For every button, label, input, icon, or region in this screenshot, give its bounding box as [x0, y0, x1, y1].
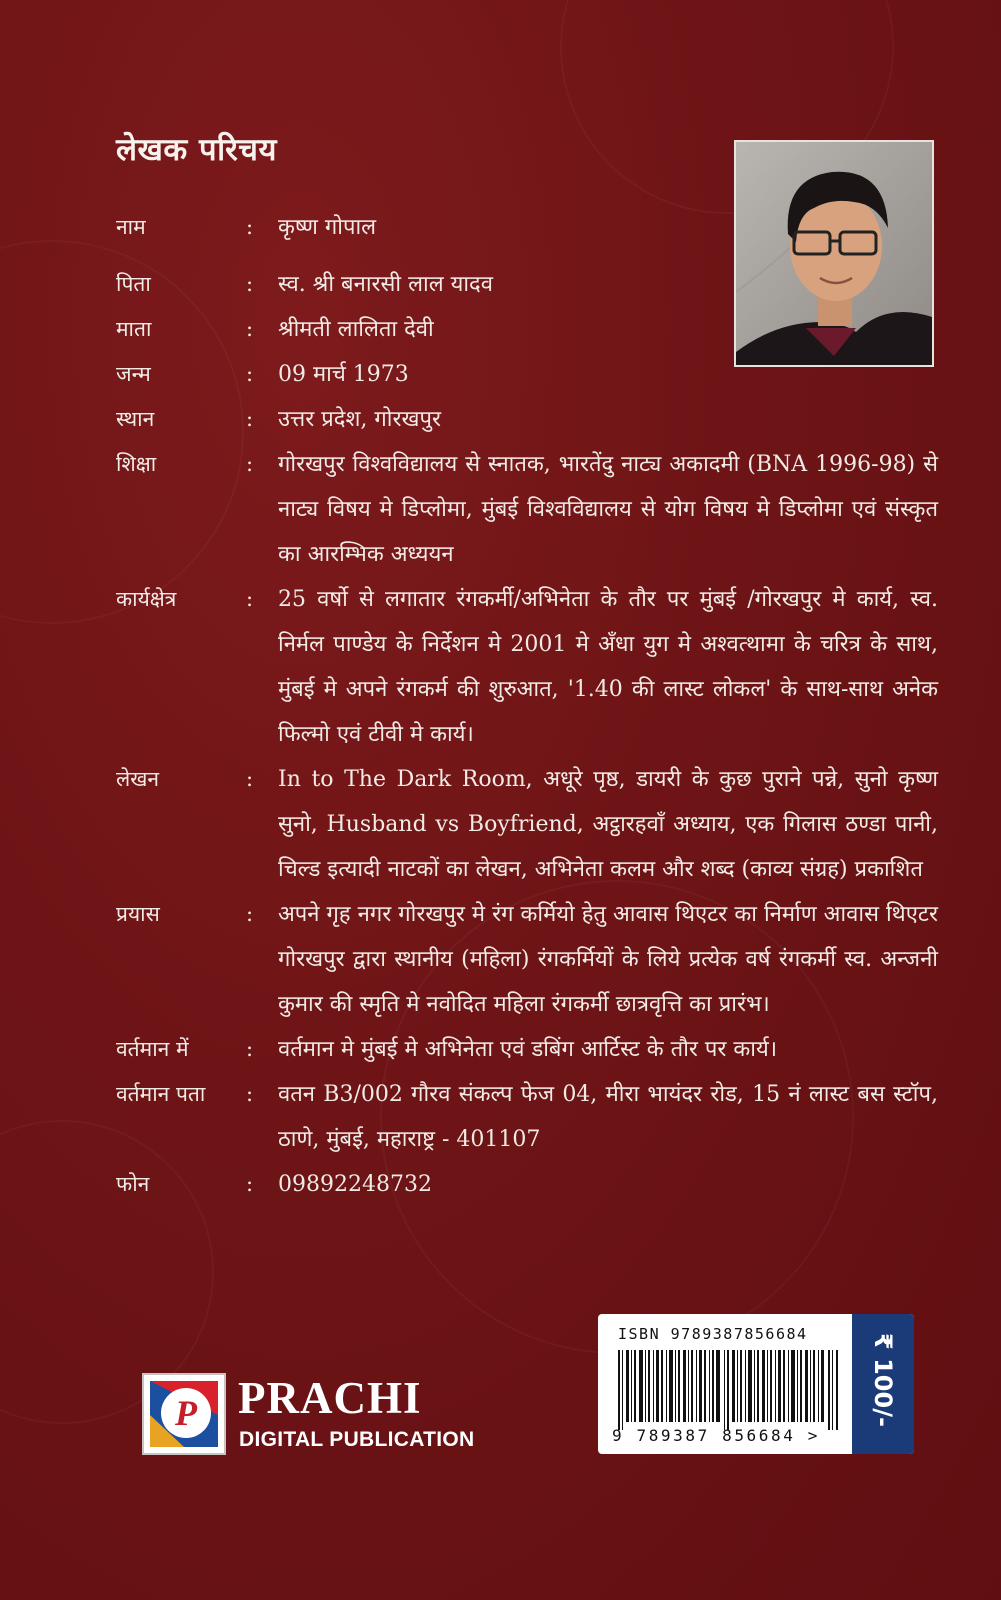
bio-row-writing: [116, 757, 938, 892]
publisher-block: [142, 1373, 512, 1455]
bio-label: प्रयास: [116, 902, 160, 926]
bio-colon: :: [246, 1172, 254, 1196]
bio-label: वर्तमान पता: [116, 1082, 206, 1106]
bio-colon: :: [246, 1082, 254, 1106]
bio-colon: :: [246, 215, 254, 239]
bio-colon: :: [246, 587, 254, 611]
bio-row-birth: [116, 352, 938, 397]
bio-colon: :: [246, 407, 254, 431]
bio-value: 09892248732: [278, 1172, 432, 1197]
bio-value: वर्तमान मे मुंबई मे अभिनेता एवं डबिंग आर्टिस्ट के तौर पर कार्य।: [278, 1037, 778, 1062]
bio-label: पिता: [116, 272, 151, 296]
publisher-logo-icon: [144, 1375, 224, 1453]
barcode-digits: 9 789387 856684 >: [612, 1426, 820, 1445]
bio-row-efforts: [116, 892, 938, 1027]
author-bio: [116, 205, 938, 1207]
price-strip: [852, 1314, 914, 1454]
bio-value: श्रीमती लालिता देवी: [278, 317, 434, 342]
bio-colon: :: [246, 317, 254, 341]
bio-value: उत्तर प्रदेश, गोरखपुर: [278, 407, 441, 432]
bio-row-address: [116, 1072, 938, 1162]
publisher-subtitle: DIGITAL PUBLICATION: [239, 1428, 475, 1451]
publisher-name: PRACHI: [238, 1373, 422, 1423]
bio-row-work: [116, 577, 938, 757]
bio-row-name: [116, 205, 938, 250]
bio-label: स्थान: [116, 407, 155, 431]
bio-row-education: [116, 442, 938, 577]
bio-value: In to The Dark Room, अधूरे पृष्ठ, डायरी के कुछ पुराने पन्ने, सुनो कृष्ण सुनो, Husband vs Boyfriend, अट्ठारहवाँ अध्याय, एक गिलास ठण्डा पानी, चिल्ड इत्यादी नाटकों का लेखन, अभिनेता कलम और शब्द (काव्य संग्रह) प्रकाशित: [278, 767, 938, 882]
bio-colon: :: [246, 902, 254, 926]
bio-label: नाम: [116, 215, 146, 239]
isbn-barcode-label: [598, 1314, 914, 1454]
isbn-number: ISBN 9789387856684: [618, 1325, 808, 1343]
bio-value: गोरखपुर विश्वविद्यालय से स्नातक, भारतेंदु नाट्य अकादमी (BNA 1996-98) से नाट्य विषय मे डिप्लोमा, मुंबई विश्वविद्यालय से योग विषय मे डिप्लोमा एवं संस्कृत का आरम्भिक अध्ययन: [278, 452, 938, 567]
bio-label: जन्म: [116, 362, 151, 386]
bio-label: वर्तमान में: [116, 1037, 189, 1061]
bio-label: माता: [116, 317, 152, 341]
bio-row-current: [116, 1027, 938, 1072]
bio-colon: :: [246, 1037, 254, 1061]
bio-row-phone: [116, 1162, 938, 1207]
price-label: ₹ 100/-: [869, 1333, 897, 1427]
bio-row-place: [116, 397, 938, 442]
bio-value: 25 वर्षो से लगातार रंगकर्मी/अभिनेता के तौर पर मुंबई /गोरखपुर मे कार्य, स्व. निर्मल पाण्डेय के निर्देशन मे 2001 मे अँधा युग मे अश्वत्थामा के चरित्र के साथ, मुंबई मे अपने रंगकर्म की शुरुआत, '1.40 की लास्ट लोकल' के साथ-साथ अनेक फिल्मो एवं टीवी मे कार्य।: [278, 587, 938, 747]
bio-row-mother: [116, 307, 938, 352]
bio-value: 09 मार्च 1973: [278, 362, 409, 387]
publisher-logo: [142, 1373, 226, 1455]
barcode-icon: [618, 1350, 840, 1430]
bio-colon: :: [246, 452, 254, 476]
bio-value: वतन B3/002 गौरव संकल्प फेज 04, मीरा भायंदर रोड, 15 नं लास्ट बस स्टॉप, ठाणे, मुंबई, महाराष्ट्र - 401107: [278, 1082, 938, 1152]
bio-label: कार्यक्षेत्र: [116, 587, 177, 611]
bio-value: कृष्ण गोपाल: [278, 215, 377, 240]
publisher-logo-letter: P: [175, 1393, 197, 1433]
bio-value: अपने गृह नगर गोरखपुर मे रंग कर्मियो हेतु आवास थिएटर का निर्माण आवास थिएटर गोरखपुर द्वारा स्थानीय (महिला) रंगकर्मियों के लिये प्रत्येक वर्ष रंगकर्मी स्व. अन्जनी कुमार की स्मृति मे नवोदित महिला रंगकर्मी छात्रवृत्ति का प्रारंभ।: [278, 902, 938, 1017]
bio-label: फोन: [116, 1172, 150, 1196]
page-title: लेखक परिचय: [116, 132, 277, 168]
bio-colon: :: [246, 272, 254, 296]
bio-row-father: [116, 262, 938, 307]
bio-value: स्व. श्री बनारसी लाल यादव: [278, 272, 493, 297]
bio-colon: :: [246, 767, 254, 791]
bio-label: शिक्षा: [116, 452, 157, 476]
bio-label: लेखन: [116, 767, 160, 791]
bio-colon: :: [246, 362, 254, 386]
